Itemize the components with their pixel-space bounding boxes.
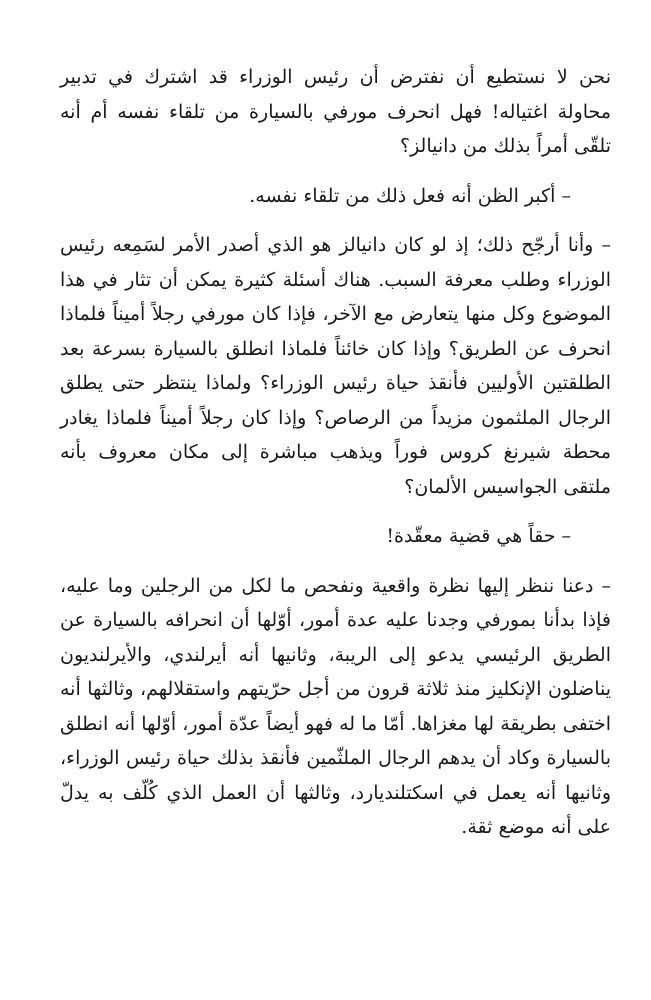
paragraph-2-dialogue: – أكبر الظن أنه فعل ذلك من تلقاء نفسه. [249, 184, 571, 207]
paragraph-5-dialogue: – دعنا ننظر إليها نظرة واقعية ونفحص ما لكل من الرجلين وما عليه، فإذا بدأنا بمورفي وجدنا عليه عدة أمور، أوّلها أن انحرافه بالسيارة عن الطريق الرئيسي يدعو إلى الريبة، وثانيها أنه أيرلندي، والأيرلنديون يناضلون الإنكليز منذ ثلاثة قرون من أجل حرّيتهم واستقلالهم، وثالثها أنه اختفى بطريقة لها مغزاها. أمّا ما له فهو أيضاً عدّة أمور، أوّلها أنه انطلق بالسيارة وكاد أن يدهم الرجال الملثّمين فأنقذ بذلك حياة رئيس الوزراء، وثانيها أنه يعمل في اسكتلنديارد، وثالثها أن العمل الذي كُلّف به يدلّ على أنه موضع ثقة. [60, 574, 611, 838]
paragraph-1: نحن لا نستطيع أن نفترض أن رئيس الوزراء قد اشترك في تدبير محاولة اغتياله! فهل انحرف مورفي بالسيارة من تلقاء نفسه أم أنه تلقّى أمراً بذلك من دانيالز؟ [60, 66, 611, 157]
paragraph-4-dialogue: – حقاً هي قضية معقّدة! [386, 525, 571, 547]
paragraph-3-dialogue: – وأنا أرجّح ذلك؛ إذ لو كان دانيالز هو الذي أصدر الأمر لسَمِعه رئيس الوزراء وطلب معرفة السبب. هناك أسئلة كثيرة يمكن أن تثار في هذا الموضوع وكل منها يتعارض مع الآخر، فإذا كان مورفي رجلاً أميناً فلماذا انحرف عن الطريق؟ وإذا كان خائناً فلماذا انطلق بالسيارة بسرعة بعد الطلقتين الأوليين فأنقذ حياة رئيس الوزراء؟ ولماذا ينتظر حتى يطلق الرجال الملثمون مزيداً من الرصاص؟ وإذا كان رجلاً أميناً فلماذا يغادر محطة شيرنغ كروس فوراً ويذهب مباشرة إلى مكان معروف بأنه ملتقى الجواسيس الألمان؟ [60, 234, 611, 498]
